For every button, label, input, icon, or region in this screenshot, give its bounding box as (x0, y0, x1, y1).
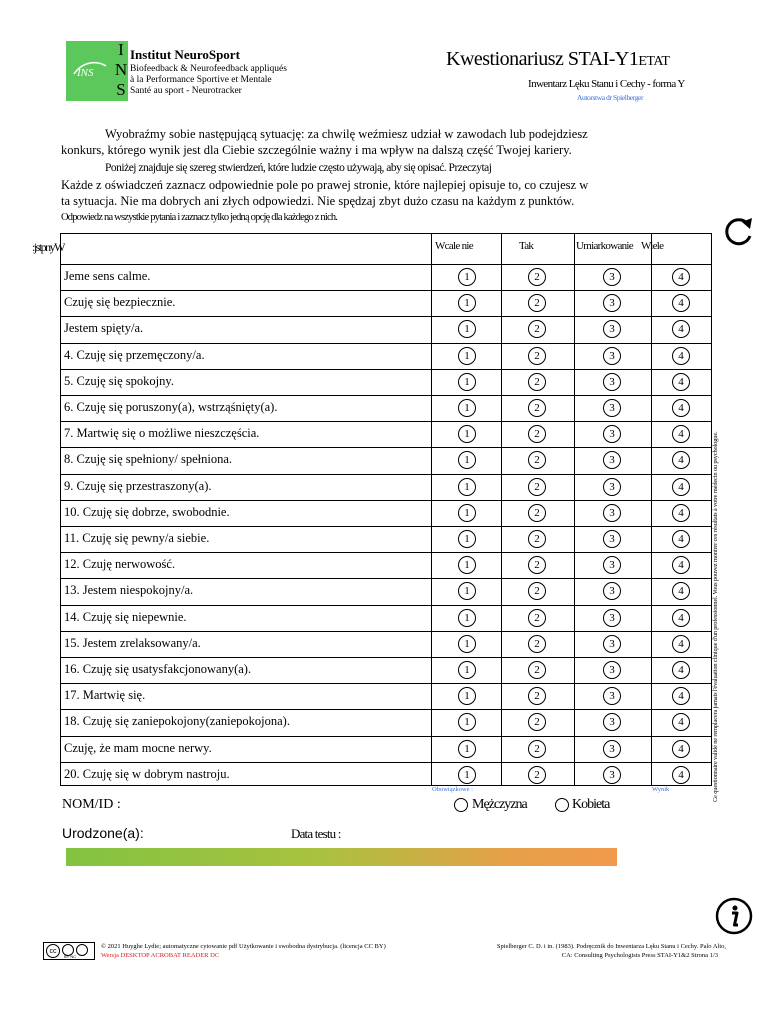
choice-1-circle[interactable]: 1 (458, 268, 476, 286)
header-umiarkowanie: Umiarkowanie (576, 240, 633, 252)
choice-3-circle[interactable]: 3 (603, 347, 621, 365)
choice-2-circle[interactable]: 2 (528, 451, 546, 469)
born-label: Urodzone(a): (62, 825, 144, 841)
item-label: Jeme sens calme. (64, 269, 151, 283)
choice-2-circle[interactable]: 2 (528, 740, 546, 758)
instruction-line-5: ta sytuacja. Nie ma dobrych ani złych odpowiedzi. Nie spędzaj zbyt dużo czasu na każdym z punktów. (61, 194, 575, 208)
info-icon[interactable] (715, 897, 753, 935)
cc-sub-label: BY NC (64, 954, 77, 959)
choice-2-circle[interactable]: 2 (528, 294, 546, 312)
choice-3-circle[interactable]: 3 (603, 294, 621, 312)
choice-3-circle[interactable]: 3 (603, 320, 621, 338)
page-subtitle: Inwentarz Lęku Stanu i Cechy - forma Y (528, 78, 685, 90)
title-main: Kwestionariusz STAI-Y1 (446, 48, 639, 70)
instruction-line-1: Wyobraźmy sobie następującą sytuację: za chwilę weźmiesz udział w zawodach lub podejdziesz (105, 127, 588, 141)
choice-2-circle[interactable]: 2 (528, 530, 546, 548)
choice-3-circle[interactable]: 3 (603, 556, 621, 574)
item-label: 4. Czuję się przemęczony/a. (64, 347, 205, 362)
choice-2-circle[interactable]: 2 (528, 347, 546, 365)
item-label: 17. Martwię się. (64, 688, 146, 703)
choice-4-circle[interactable]: 4 (672, 268, 690, 286)
item-label: Czuję, że mam mocne nerwy. (64, 740, 212, 755)
choice-3-circle[interactable]: 3 (603, 373, 621, 391)
choice-1-circle[interactable]: 1 (458, 740, 476, 758)
item-label: 7. Martwię się o możliwe nieszczęścia. (64, 426, 260, 441)
org-line-1: Biofeedback & Neurofeedback appliqués (130, 64, 287, 74)
side-note: Ce questionnaire validé ne remplacera jamais l'évaluation clinique d'un professionnel. Vous pouvez montrer ces résultats à votre médecin ou psychologue. (712, 431, 719, 802)
gender-female-label: Kobieta (572, 797, 610, 812)
choice-3-circle[interactable]: 3 (603, 504, 621, 522)
choice-4-circle[interactable]: 4 (672, 766, 690, 784)
choice-4-circle[interactable]: 4 (672, 740, 690, 758)
instruction-line-2: konkurs, którego wynik jest dla Ciebie szczególnie ważny i ma wpływ na dalszą część Twojej kariery. (61, 143, 572, 157)
choice-3-circle[interactable]: 3 (603, 530, 621, 548)
choice-2-circle[interactable]: 2 (528, 635, 546, 653)
choice-4-circle[interactable]: 4 (672, 609, 690, 627)
org-line-2: à la Performance Sportive et Mentale (130, 75, 272, 85)
choice-1-circle[interactable]: 1 (458, 478, 476, 496)
choice-2-circle[interactable]: 2 (528, 556, 546, 574)
choice-4-circle[interactable]: 4 (672, 373, 690, 391)
item-label: 6. Czuję się poruszony(a), wstrząśnięty(a). (64, 400, 278, 414)
choice-2-circle[interactable]: 2 (528, 373, 546, 391)
item-label: 20. Czuję się w dobrym nastroju. (64, 766, 230, 781)
logo-letter-i: I (118, 40, 124, 59)
item-label: 14. Czuję się niepewnie. (64, 609, 187, 624)
choice-4-circle[interactable]: 4 (672, 582, 690, 600)
choice-3-circle[interactable]: 3 (603, 740, 621, 758)
item-label: Czuję się bezpiecznie. (64, 295, 176, 310)
header-wcale-nie: Wcale nie (435, 240, 473, 252)
choice-2-circle[interactable]: 2 (528, 268, 546, 286)
choice-1-circle[interactable]: 1 (458, 766, 476, 784)
footer-copyright: © 2021 Huyghe Lydie; automatyczne cytowanie pdf Użytkowanie i swobodna dystrybucja. (licencja CC BY) (101, 943, 386, 950)
choice-3-circle[interactable]: 3 (603, 687, 621, 705)
choice-2-circle[interactable]: 2 (528, 713, 546, 731)
choice-3-circle[interactable]: 3 (603, 425, 621, 443)
table-left-header: :jstpnyW (32, 240, 64, 254)
item-label: Jestem spięty/a. (64, 321, 144, 336)
item-label: 11. Czuję się pewny/a siebie. (64, 531, 210, 545)
logo-letter-s: S (116, 80, 126, 99)
choice-2-circle[interactable]: 2 (528, 609, 546, 627)
header-wiele: Wiele (641, 240, 664, 252)
footer-version: Wersja DESKTOP ACROBAT READER DC (101, 952, 220, 959)
choice-2-circle[interactable]: 2 (528, 478, 546, 496)
choice-3-circle[interactable]: 3 (603, 661, 621, 679)
choice-4-circle[interactable]: 4 (672, 661, 690, 679)
org-name: Institut NeuroSport (130, 47, 240, 62)
choice-1-circle[interactable]: 1 (458, 451, 476, 469)
choice-1-circle[interactable]: 1 (458, 373, 476, 391)
logo-letter-n: N (114, 60, 128, 79)
choice-4-circle[interactable]: 4 (672, 556, 690, 574)
choice-1-circle[interactable]: 1 (458, 320, 476, 338)
choice-1-circle[interactable]: 1 (458, 609, 476, 627)
cc-license-badge (43, 942, 95, 960)
choice-2-circle[interactable]: 2 (528, 661, 546, 679)
choice-2-circle[interactable]: 2 (528, 687, 546, 705)
logo-ins-text: INS (77, 67, 94, 79)
item-label: 9. Czuję się przestraszony(a). (64, 478, 212, 493)
choice-2-circle[interactable]: 2 (528, 399, 546, 417)
choice-4-circle[interactable]: 4 (672, 478, 690, 496)
footer-reference-2: CA: Consulting Psychologists Press STAI-Y1&2 Strona 1/3 (561, 952, 718, 959)
instruction-line-3: Poniżej znajduje się szereg stwierdzeń, które ludzie często używają, aby się opisać. Przeczytaj (105, 162, 492, 174)
choice-1-circle[interactable]: 1 (458, 347, 476, 365)
choice-1-circle[interactable]: 1 (458, 425, 476, 443)
choice-4-circle[interactable]: 4 (672, 347, 690, 365)
choice-2-circle[interactable]: 2 (528, 582, 546, 600)
refresh-icon[interactable] (720, 214, 756, 250)
item-label: 8. Czuję się spełniony/ spełniona. (64, 452, 233, 467)
choice-1-circle[interactable]: 1 (458, 504, 476, 522)
author-link[interactable]: Autorstwa dr Spielberger (577, 93, 644, 102)
choice-1-circle[interactable]: 1 (458, 530, 476, 548)
choice-3-circle[interactable]: 3 (603, 635, 621, 653)
logo-letters (114, 40, 128, 100)
choice-2-circle[interactable]: 2 (528, 320, 546, 338)
header-tak: Tak (519, 240, 534, 252)
gender-male-label: Mężczyzna (472, 797, 527, 812)
choice-4-circle[interactable]: 4 (672, 687, 690, 705)
org-line-3: Santé au sport - Neurotracker (130, 86, 242, 96)
item-label: 18. Czuję się zaniepokojony(zaniepokojona). (64, 714, 290, 729)
page-title (446, 48, 669, 71)
choice-3-circle[interactable]: 3 (603, 582, 621, 600)
choice-4-circle[interactable]: 4 (672, 451, 690, 469)
item-label: 12. Czuję nerwowość. (64, 557, 176, 572)
instruction-line-4: Każde z oświadczeń zaznacz odpowiednie pole po prawej stronie, które najlepiej opisuje to, co czujesz w (61, 178, 589, 192)
item-label: 10. Czuję się dobrze, swobodnie. (64, 504, 230, 519)
choice-4-circle[interactable]: 4 (672, 425, 690, 443)
date-label: Data testu : (291, 826, 341, 841)
gender-male-radio[interactable] (454, 798, 468, 812)
title-suffix: ETAT (638, 54, 670, 69)
choice-3-circle[interactable]: 3 (603, 399, 621, 417)
choice-1-circle[interactable]: 1 (458, 556, 476, 574)
choice-3-circle[interactable]: 3 (603, 451, 621, 469)
result-label: Wynik (652, 786, 670, 793)
choice-4-circle[interactable]: 4 (672, 530, 690, 548)
instruction-line-6: Odpowiedz na wszystkie pytania i zaznacz tylko jedną opcję dla każdego z nich. (61, 212, 338, 223)
choice-1-circle[interactable]: 1 (458, 713, 476, 731)
footer-reference-1: Spielberger C. D. i in. (1983). Podręcznik do Inwentarza Lęku Stanu i Cechy. Palo Alto, (496, 943, 726, 950)
cc-icon: cc (46, 944, 60, 958)
choice-4-circle[interactable]: 4 (672, 635, 690, 653)
choice-3-circle[interactable]: 3 (603, 478, 621, 496)
choice-3-circle[interactable]: 3 (603, 268, 621, 286)
choice-4-circle[interactable]: 4 (672, 320, 690, 338)
choice-2-circle[interactable]: 2 (528, 425, 546, 443)
item-label: 13. Jestem niespokojny/a. (64, 583, 194, 598)
required-label: Obowiązkowe : (432, 786, 473, 793)
item-label: 15. Jestem zrelaksowany/a. (64, 635, 201, 650)
choice-4-circle[interactable]: 4 (672, 504, 690, 522)
choice-4-circle[interactable]: 4 (672, 399, 690, 417)
choice-1-circle[interactable]: 1 (458, 635, 476, 653)
choice-2-circle[interactable]: 2 (528, 504, 546, 522)
choice-3-circle[interactable]: 3 (603, 713, 621, 731)
gender-female-radio[interactable] (555, 798, 569, 812)
choice-4-circle[interactable]: 4 (672, 713, 690, 731)
choice-3-circle[interactable]: 3 (603, 766, 621, 784)
choice-1-circle[interactable]: 1 (458, 294, 476, 312)
choice-1-circle[interactable]: 1 (458, 687, 476, 705)
choice-2-circle[interactable]: 2 (528, 766, 546, 784)
nc-icon (76, 944, 88, 956)
item-label: 5. Czuję się spokojny. (64, 373, 174, 388)
choice-1-circle[interactable]: 1 (458, 399, 476, 417)
nom-label: NOM/ID : (62, 797, 121, 812)
choice-1-circle[interactable]: 1 (458, 661, 476, 679)
choice-1-circle[interactable]: 1 (458, 582, 476, 600)
choice-3-circle[interactable]: 3 (603, 609, 621, 627)
item-label: 16. Czuję się usatysfakcjonowany(a). (64, 662, 252, 676)
questionnaire-table (60, 233, 712, 786)
choice-4-circle[interactable]: 4 (672, 294, 690, 312)
score-gradient-bar (66, 848, 617, 866)
